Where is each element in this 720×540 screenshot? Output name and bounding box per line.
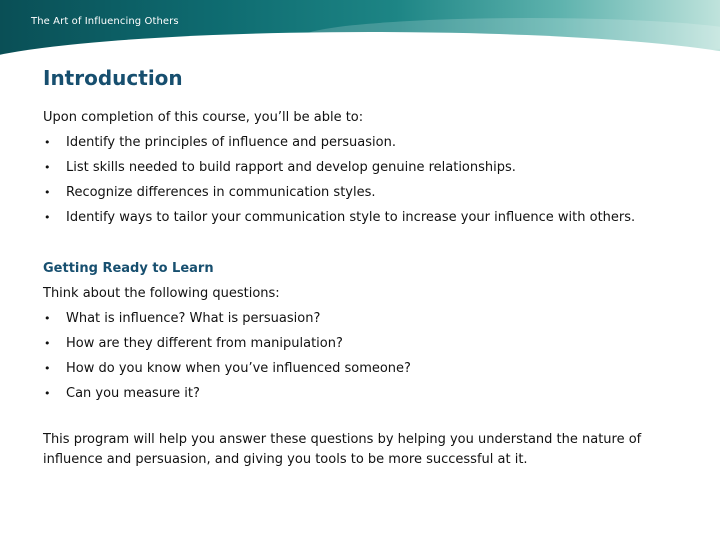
bullet-icon: • — [44, 362, 51, 375]
bullet-icon: • — [44, 211, 51, 224]
bullet-icon: • — [44, 136, 51, 149]
header-band — [0, 0, 720, 60]
question-text: How do you know when you’ve influenced someone? — [66, 361, 411, 376]
bullet-icon: • — [44, 161, 51, 174]
question-item — [43, 331, 683, 356]
question-item — [43, 306, 683, 331]
objective-item — [43, 180, 683, 205]
closing-paragraph: This program will help you answer these questions by helping you understand the nature of influence and persuasion, and giving you tools to be more successful at it. — [43, 432, 642, 467]
slide-content — [43, 64, 683, 470]
section-heading: Getting Ready to Learn — [43, 261, 214, 276]
question-text: What is influence? What is persuasion? — [66, 311, 321, 326]
objectives-list — [43, 130, 683, 230]
page-title: Introduction — [43, 66, 183, 90]
question-item — [43, 381, 683, 406]
questions-list — [43, 306, 683, 406]
objective-text: Recognize differences in communication styles. — [66, 185, 376, 200]
question-item — [43, 356, 683, 381]
question-text: Can you measure it? — [66, 386, 200, 401]
objective-text: List skills needed to build rapport and develop genuine relationships. — [66, 160, 516, 175]
objectives-lead: Upon completion of this course, you’ll be able to: — [43, 110, 364, 125]
course-title: The Art of Influencing Others — [31, 16, 179, 27]
bullet-icon: • — [44, 186, 51, 199]
question-text: How are they different from manipulation? — [66, 336, 343, 351]
bullet-icon: • — [44, 312, 51, 325]
objective-item — [43, 205, 683, 230]
bullet-icon: • — [44, 337, 51, 350]
bullet-icon: • — [44, 387, 51, 400]
objective-item — [43, 155, 683, 180]
objective-text: Identify the principles of influence and persuasion. — [66, 135, 396, 150]
questions-lead: Think about the following questions: — [43, 286, 280, 301]
objective-item — [43, 130, 683, 155]
objective-text: Identify ways to tailor your communication style to increase your influence with others. — [66, 210, 636, 225]
